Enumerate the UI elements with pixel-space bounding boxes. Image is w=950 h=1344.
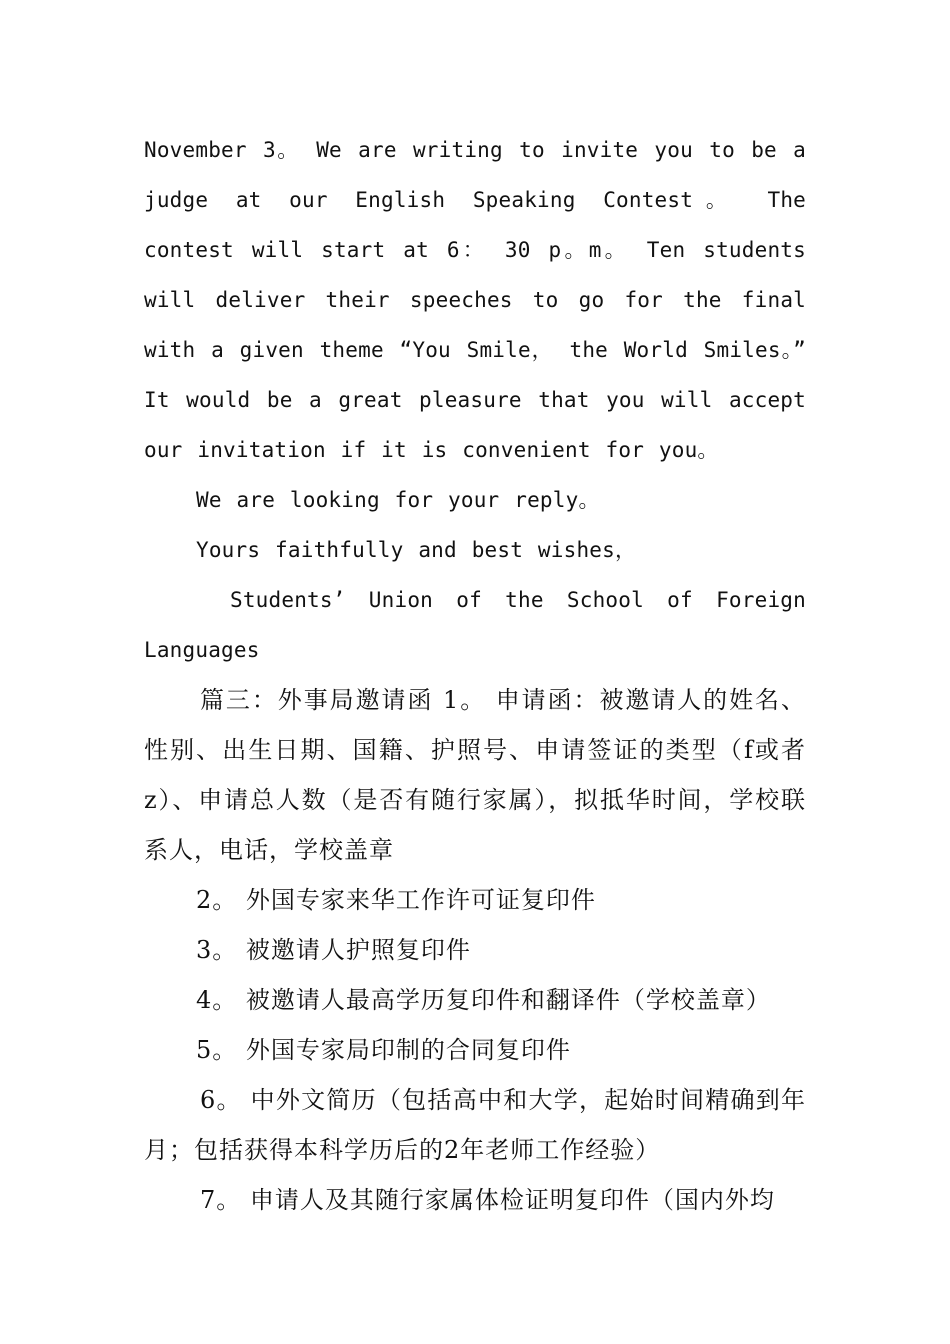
signature-line: Students’ Union of the School of Foreign Languages <box>144 588 806 662</box>
closing-line: Yours faithfully and best wishes， <box>196 538 637 562</box>
letter-body-paragraph: November 3。 We are writing to invite you to be a judge at our English Speaking Contest。 The contest will start at 6： 30 p。m。 Ten students will deliver their speeches to go for the final with a given theme “You Smile， the World Smiles。” It would be a great pleasure that you will accept our invitation if it is convenient for you。 <box>144 138 806 462</box>
list-item-4: 4。 被邀请人最高学历复印件和翻译件（学校盖章） <box>196 986 771 1014</box>
document-body <box>144 125 806 1225</box>
list-item-3: 3。 被邀请人护照复印件 <box>196 936 471 964</box>
reply-request-line: We are looking for your reply。 <box>196 488 600 512</box>
list-item-6: 6。 中外文简历（包括高中和大学，起始时间精确到年月；包括获得本科学历后的2年老师工作经验） <box>144 1086 806 1164</box>
list-item-7: 7。 申请人及其随行家属体检证明复印件（国内外均 <box>200 1186 775 1214</box>
list-item-2: 2。 外国专家来华工作许可证复印件 <box>196 886 596 914</box>
section-three-paragraph: 篇三：外事局邀请函 1。 申请函：被邀请人的姓名、性别、出生日期、国籍、护照号、申请签证的类型（f或者z）、申请总人数（是否有随行家属），拟抵华时间，学校联系人，电话，学校盖章 <box>144 686 806 864</box>
list-item-5: 5。 外国专家局印制的合同复印件 <box>196 1036 571 1064</box>
